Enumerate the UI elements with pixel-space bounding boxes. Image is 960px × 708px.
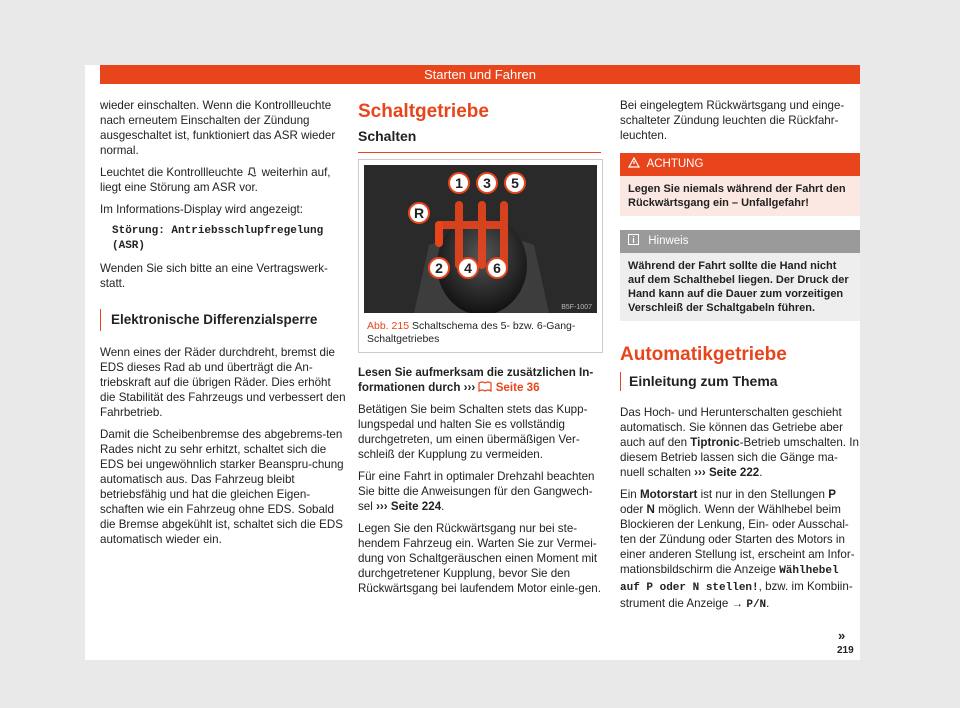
- gear-label: 1: [455, 175, 463, 191]
- column-middle: [358, 98, 601, 603]
- page-link[interactable]: ››› Seite 224: [376, 500, 442, 513]
- asr-warning-icon: [246, 165, 258, 177]
- text: möglich. Wenn der Wählhebel beim Blockieren der Lenkung, Ein- oder Ausschal-ten der Zündung oder Starten des Motors in einer anderen Stellung ist, erscheint am Infor-mationsbildschirm die Anzeige: [620, 503, 855, 576]
- page-link[interactable]: ››› Seite 222: [694, 466, 760, 479]
- bold-text: Motorstart: [640, 488, 698, 501]
- mono-text: P/N: [746, 599, 767, 611]
- bold-text: N: [646, 503, 655, 516]
- paragraph: Legen Sie den Rückwärtsgang nur bei ste-hendem Fahrzeug ein. Warten Sie zur Vermei-dung von Schaltgeräuschen einen Moment mit durchgetretener Kupplung, bevor Sie den Rückwärtsgang bei laufendem Motor einle-gen.: [358, 522, 601, 595]
- figure-caption: [359, 318, 602, 352]
- continue-marker: »: [838, 628, 846, 643]
- warning-box: [620, 153, 860, 216]
- paragraph: wieder einschalten. Wenn die Kontrollleuchte nach erneutem Einschalten der Zündung ausgeschaltet ist, funktioniert das ASR wieder normal.: [100, 99, 336, 157]
- figure-label: Abb. 215: [367, 320, 410, 332]
- text: Für eine Fahrt in optimaler Drehzahl beachten Sie bitte die Anweisungen für den Gangwech-sel: [358, 470, 595, 513]
- display-message: [100, 224, 348, 254]
- arrow-icon: →: [731, 597, 744, 610]
- heading-main: Schaltgetriebe: [358, 101, 489, 122]
- paragraph: Wenn eines der Räder durchdreht, bremst die EDS dieses Rad ab und überträgt die An-triebskraft auf die übrigen Räder. Dies erhöht die Stabilität des Fahrzeugs und verbessert den Fahrbetrieb.: [100, 346, 346, 419]
- text: Leuchtet die Kontrollleuchte: [100, 166, 244, 179]
- gear-label: 5: [511, 175, 519, 191]
- paragraph: Bei eingelegtem Rückwärtsgang und einge-schalteter Zündung leuchten die Rückfahr-leuchten.: [620, 99, 845, 142]
- page-number: 219: [837, 645, 854, 656]
- gear-label: 6: [493, 260, 501, 276]
- warning-header: [620, 153, 860, 176]
- chapter-header: Starten und Fahren: [100, 65, 860, 84]
- mono-text: (ASR): [112, 240, 146, 252]
- figure-code: B5F-1007: [561, 304, 592, 311]
- warning-text: Legen Sie niemals während der Fahrt den Rückwärtsgang ein – Unfallgefahr!: [628, 183, 846, 209]
- text: , bzw. im Kombiin-strument die Anzeige: [620, 580, 853, 610]
- page-link[interactable]: Seite 36: [495, 381, 540, 394]
- gearshift-illustration: [364, 165, 597, 313]
- caption-text: Schaltschema des 5- bzw. 6-Gang-Schaltgetriebes: [367, 320, 576, 345]
- paragraph: Für eine Fahrt in optimaler Drehzahl beachten Sie bitte die Anweisungen für den Gangwech-sel ››› Seite 224.: [358, 470, 595, 513]
- gear-label: 3: [483, 175, 491, 191]
- mono-text: Wählhebel auf P oder N stellen!: [620, 565, 839, 594]
- paragraph: Wenden Sie sich bitte an eine Vertragswerk-statt.: [100, 262, 328, 290]
- note-header: [620, 230, 860, 253]
- lead-paragraph: [358, 365, 601, 395]
- text: -Betrieb umschalten. In diesem Betrieb lassen sich die Gänge ma-nuell schalten: [620, 436, 859, 479]
- note-text: Während der Fahrt sollte die Hand nicht auf dem Schalthebel liegen. Der Druck der Hand kann auf die Dauer zum vorzeitigen Verschleiß der Schaltgabeln führen.: [628, 260, 849, 314]
- heading-sub: Schalten: [358, 129, 601, 153]
- note-box: [620, 230, 860, 321]
- lead-text: Lesen Sie aufmerksam die zusätzlichen In-formationen durch: [358, 366, 594, 394]
- paragraph: Das Hoch- und Herunterschalten geschieht automatisch. Sie können das Getriebe aber auch auf den Tiptronic-Betrieb umschalten. In diesem Betrieb lassen sich die Gänge ma-nuell schalten ››› Seite 222.: [620, 406, 859, 479]
- note-title: Hinweis: [648, 235, 689, 247]
- info-icon: [628, 234, 639, 245]
- paragraph: [100, 165, 348, 195]
- gear-label: 4: [464, 260, 472, 276]
- text: Ein: [620, 488, 637, 501]
- gearshift-diagram: [364, 165, 597, 313]
- bold-text: Tiptronic: [690, 436, 740, 449]
- figure: [358, 159, 603, 353]
- paragraph: Im Informations-Display wird angezeigt:: [100, 203, 303, 216]
- book-icon: [478, 381, 492, 392]
- text: weiterhin auf, liegt eine Störung am ASR vor.: [100, 166, 331, 194]
- section-title: Elektronische Differenzialsperre: [100, 309, 348, 331]
- text: ist nur in den Stellungen: [700, 488, 825, 501]
- gear-label: 2: [435, 260, 443, 276]
- bold-text: P: [828, 488, 836, 501]
- warning-title: ACHTUNG: [646, 158, 704, 170]
- text: .: [766, 597, 770, 610]
- paragraph: Damit die Scheibenbremse des abgebrems-ten Rades nicht zu sehr erhitzt, schaltet sich die EDS bei ungewöhnlich starker Beanspru-chung automatisch aus. Das Fahrzeug bleibt betriebsfähig und hat die gleichen Eigen-schaften wie ein Fahrzeug ohne EDS. Sobald die Bremse abgekühlt ist, schaltet sich die EDS automatisch wieder ein.: [100, 428, 344, 546]
- heading-sub: Einleitung zum Thema: [620, 372, 860, 391]
- gear-label: R: [413, 205, 425, 221]
- column-right: [620, 98, 860, 620]
- text: Das Hoch- und Herunterschalten geschieht automatisch. Sie können das Getriebe aber auch auf den: [620, 406, 843, 449]
- column-left: [100, 98, 348, 554]
- text: oder: [620, 503, 644, 516]
- paragraph: [620, 487, 860, 613]
- warning-triangle-icon: [628, 157, 640, 168]
- paragraph: Betätigen Sie beim Schalten stets das Kupp-lungspedal und halten Sie es vollständig durchgetreten, um einen übermäßigen Ver-schleiß der Kupplung zu vermeiden.: [358, 403, 588, 461]
- arrow-ref: ›››: [463, 381, 479, 394]
- heading-main: Automatikgetriebe: [620, 344, 787, 365]
- mono-text: Störung: Antriebsschlupfregelung: [112, 225, 324, 237]
